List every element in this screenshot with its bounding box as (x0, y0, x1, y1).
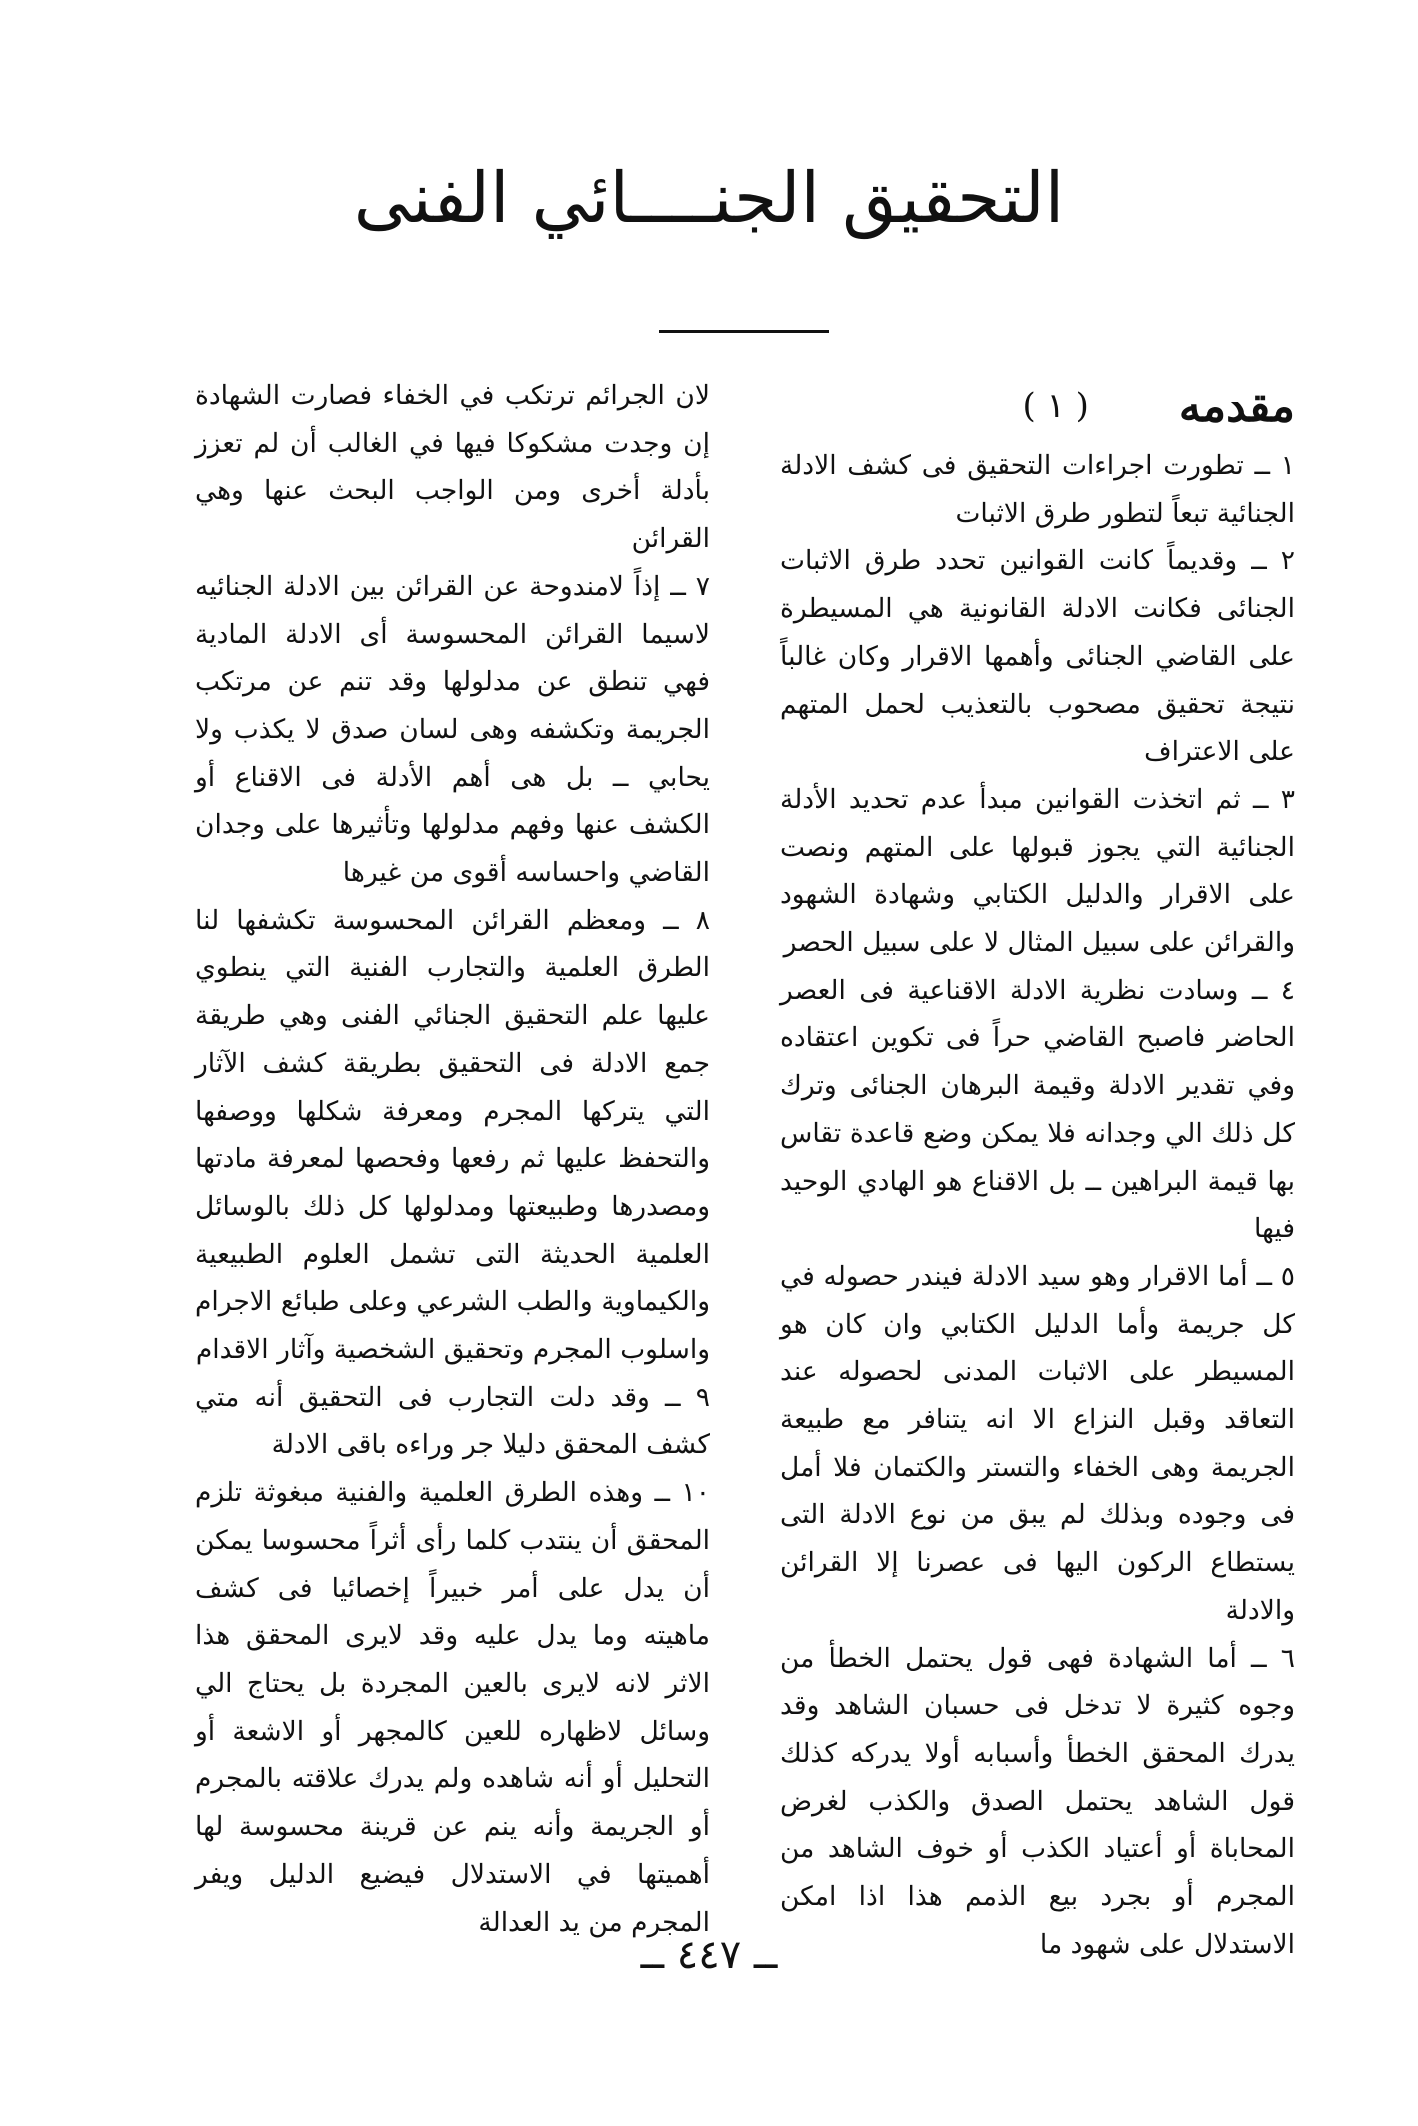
section-heading (780, 372, 1295, 442)
paragraph-1: ١ ــ تطورت اجراءات التحقيق فى كشف الادلة الجنائية تبعاً لتطور طرق الاثبات (780, 450, 1295, 529)
paragraph-10: ١٠ ــ وهذه الطرق العلمية والفنية مبغوثة تلزم المحقق أن ينتدب كلما رأى أثراً محسوسا يمكن أن يدل على أمر خبيراً إخصائيا فى كشف ماهيته وما يدل عليه وقد لايرى المحقق هذا الاثر لانه لايرى بالعين المجردة بل يحتاج الي وسائل لاظهاره للعين كالمجهر أو الاشعة أو التحليل أو أنه شاهده ولم يدرك علاقته بالمجرم أو الجريمة وأنه ينم عن قرينة محسوسة لها أهميتها في الاستدلال فيضيع الدليل ويفر المجرم من يد العدالة (195, 1477, 710, 1938)
paragraph-2: ٢ ــ وقديماً كانت القوانين تحدد طرق الاثبات الجنائى فكانت الادلة القانونية هي المسيطرة على القاضي الجنائى وأهمها الاقرار وكان غالباً نتيجة تحقيق مصحوب بالتعذيب لحمل المتهم على الاعتراف (780, 545, 1295, 768)
page-number: ــ ٤٤٧ ــ (640, 1932, 778, 1978)
paragraph-9: ٩ ــ وقد دلت التجارب فى التحقيق أنه متي كشف المحقق دليلا جر وراءه باقى الادلة (195, 1381, 710, 1461)
paragraph-6-continued: لان الجرائم ترتكب في الخفاء فصارت الشهادة إن وجدت مشكوكا فيها في الغالب أن لم تعزز بأدلة أخرى ومن الواجب البحث عنها وهي القرائن (195, 380, 710, 555)
title-divider (659, 330, 829, 333)
section-number: ( ١ ) (1022, 386, 1089, 427)
paragraph-7: ٧ ــ إذاً لامندوحة عن القرائن بين الادلة الجنائيه لاسيما القرائن المحسوسة أى الادلة المادية فهي تنطق عن مدلولها وقد تنم عن مرتكب الجريمة وتكشفه وهى لسان صدق لا يكذب ولا يحابي ــ بل هى أهم الأدلة فى الاقناع أو الكشف عنها وفهم مدلولها وتأثيرها على وجدان القاضي واحساسه أقوى من غيرها (195, 570, 710, 889)
paragraph-3: ٣ ــ ثم اتخذت القوانين مبدأ عدم تحديد الأدلة الجنائية التي يجوز قبولها على المتهم ونصت على الاقرار والدليل الكتابي وشهادة الشهود والقرائن على سبيل المثال لا على سبيل الحصر (780, 783, 1295, 959)
section-heading-label: مقدمه (1178, 381, 1295, 433)
page-title: التحقيق الجنــــائي الفنى (353, 157, 1065, 239)
paragraph-6: ٦ ــ أما الشهادة فهى قول يحتمل الخطأ من وجوه كثيرة لا تدخل فى حسبان الشاهد وقد يدرك المحقق الخطأ وأسبابه أولا يدركه كذلك قول الشاهد يحتمل الصدق والكذب لغرض المحاباة أو أعتياد الكذب أو خوف الشاهد من المجرم أو بجرد بيع الذمم هذا اذا امكن الاستدلال على شهود ما (780, 1642, 1295, 1960)
paragraph-8: ٨ ــ ومعظم القرائن المحسوسة تكشفها لنا الطرق العلمية والتجارب الفنية التي ينطوي عليها علم التحقيق الجنائي الفنى وهي طريقة جمع الادلة فى التحقيق بطريقة كشف الآثار التي يتركها المجرم ومعرفة شكلها ووصفها والتحفظ عليها ثم رفعها وفحصها لمعرفة مادتها ومصدرها وطبيعتها ومدلولها كل ذلك بالوسائل العلمية الحديثة التى تشمل العلوم الطبيعية والكيماوية والطب الشرعي وعلى طبائع الاجرام واسلوب المجرم وتحقيق الشخصية وآثار الاقدام (195, 904, 710, 1366)
paragraph-5: ٥ ــ أما الاقرار وهو سيد الادلة فيندر حصوله في كل جريمة وأما الدليل الكتابي وان كان هو المسيطر على الاثبات المدنى لحصوله عند التعاقد وقبل النزاع الا انه يتنافر مع طبيعة الجريمة وهى الخفاء والتستر والكتمان فلا أمل فى وجوده وبذلك لم يبق من نوع الادلة التى يستطاع الركون اليها فى عصرنا إلا القرائن والادلة (780, 1260, 1295, 1626)
right-column (780, 372, 1295, 1969)
left-column (195, 372, 710, 1946)
paragraph-4: ٤ ــ وسادت نظرية الادلة الاقناعية فى العصر الحاضر فاصبح القاضي حراً فى تكوين اعتقاده وفي تقدير الادلة وقيمة البرهان الجنائى وترك كل ذلك الي وجدانه فلا يمكن وضع قاعدة تقاس بها قيمة البراهين ــ بل الاقناع هو الهادي الوحيد فيها (780, 974, 1295, 1245)
